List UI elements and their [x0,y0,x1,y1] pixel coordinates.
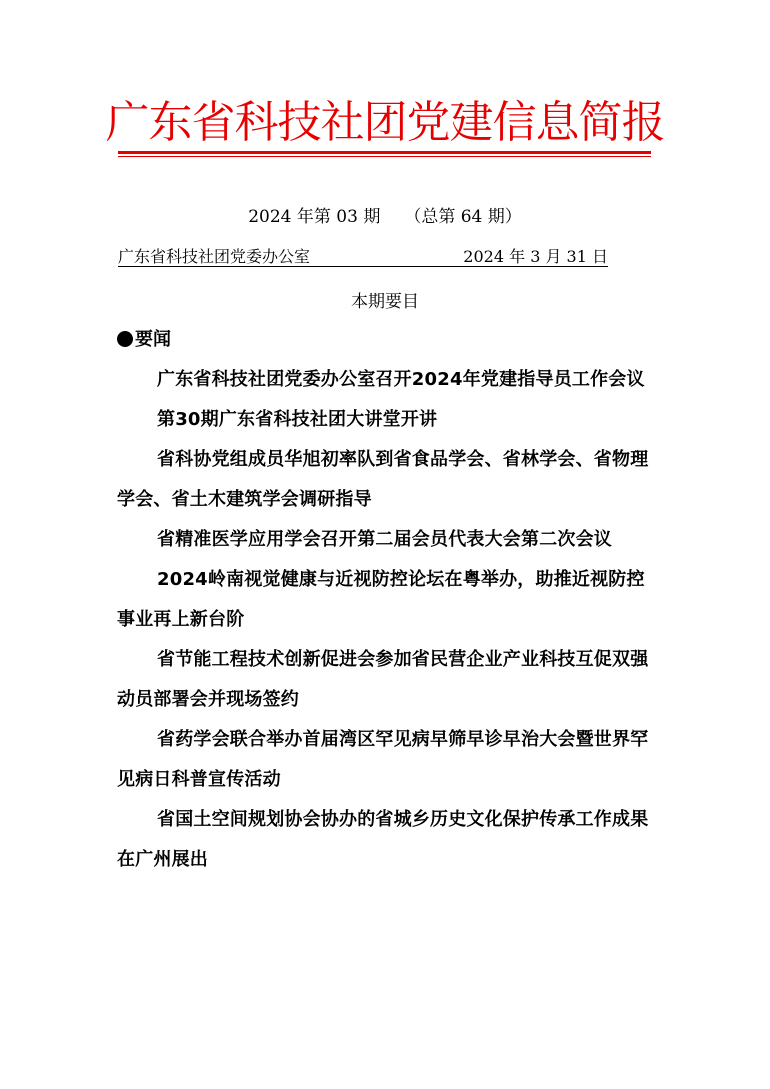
news-item: 第30期广东省科技社团大讲堂开讲 [157,409,438,430]
news-item: 省药学会联合举办首届湾区罕见病早筛早诊早治大会暨世界罕见病日科普宣传活动 [117,729,649,790]
news-item: 广东省科技社团党委办公室召开2024年党建指导员工作会议 [157,369,645,390]
news-item: 2024岭南视觉健康与近视防控论坛在粤举办，助推近视防控事业再上新台阶 [117,569,645,630]
section-label: 要闻 [135,329,171,350]
news-list [117,360,662,880]
news-item: 省节能工程技术创新促进会参加省民营企业产业科技互促双强动员部署会并现场签约 [117,649,649,710]
masthead-rule-thin [118,156,651,157]
issue-number: 2024 年第 03 期 [248,207,381,227]
news-item: 省精准医学应用学会召开第二届会员代表大会第二次会议 [157,529,612,550]
issue-line [0,202,770,227]
masthead-rule-thick [118,151,651,154]
bullet-icon [117,331,133,347]
news-item: 省国土空间规划协会协办的省城乡历史文化保护传承工作成果在广州展出 [117,809,649,870]
issue-total: （总第 64 期） [404,207,522,227]
issuing-office: 广东省科技社团党委办公室 [118,247,311,266]
bulletin-title: 广东省科技社团党建信息简报 [105,97,665,148]
office-date-line [118,242,608,267]
section-heading [117,325,171,351]
toc-heading: 本期要目 [351,292,419,312]
issue-date: 2024 年 3 月 31 日 [463,247,608,266]
news-item: 省科协党组成员华旭初率队到省食品学会、省林学会、省物理学会、省土木建筑学会调研指导 [117,449,649,510]
